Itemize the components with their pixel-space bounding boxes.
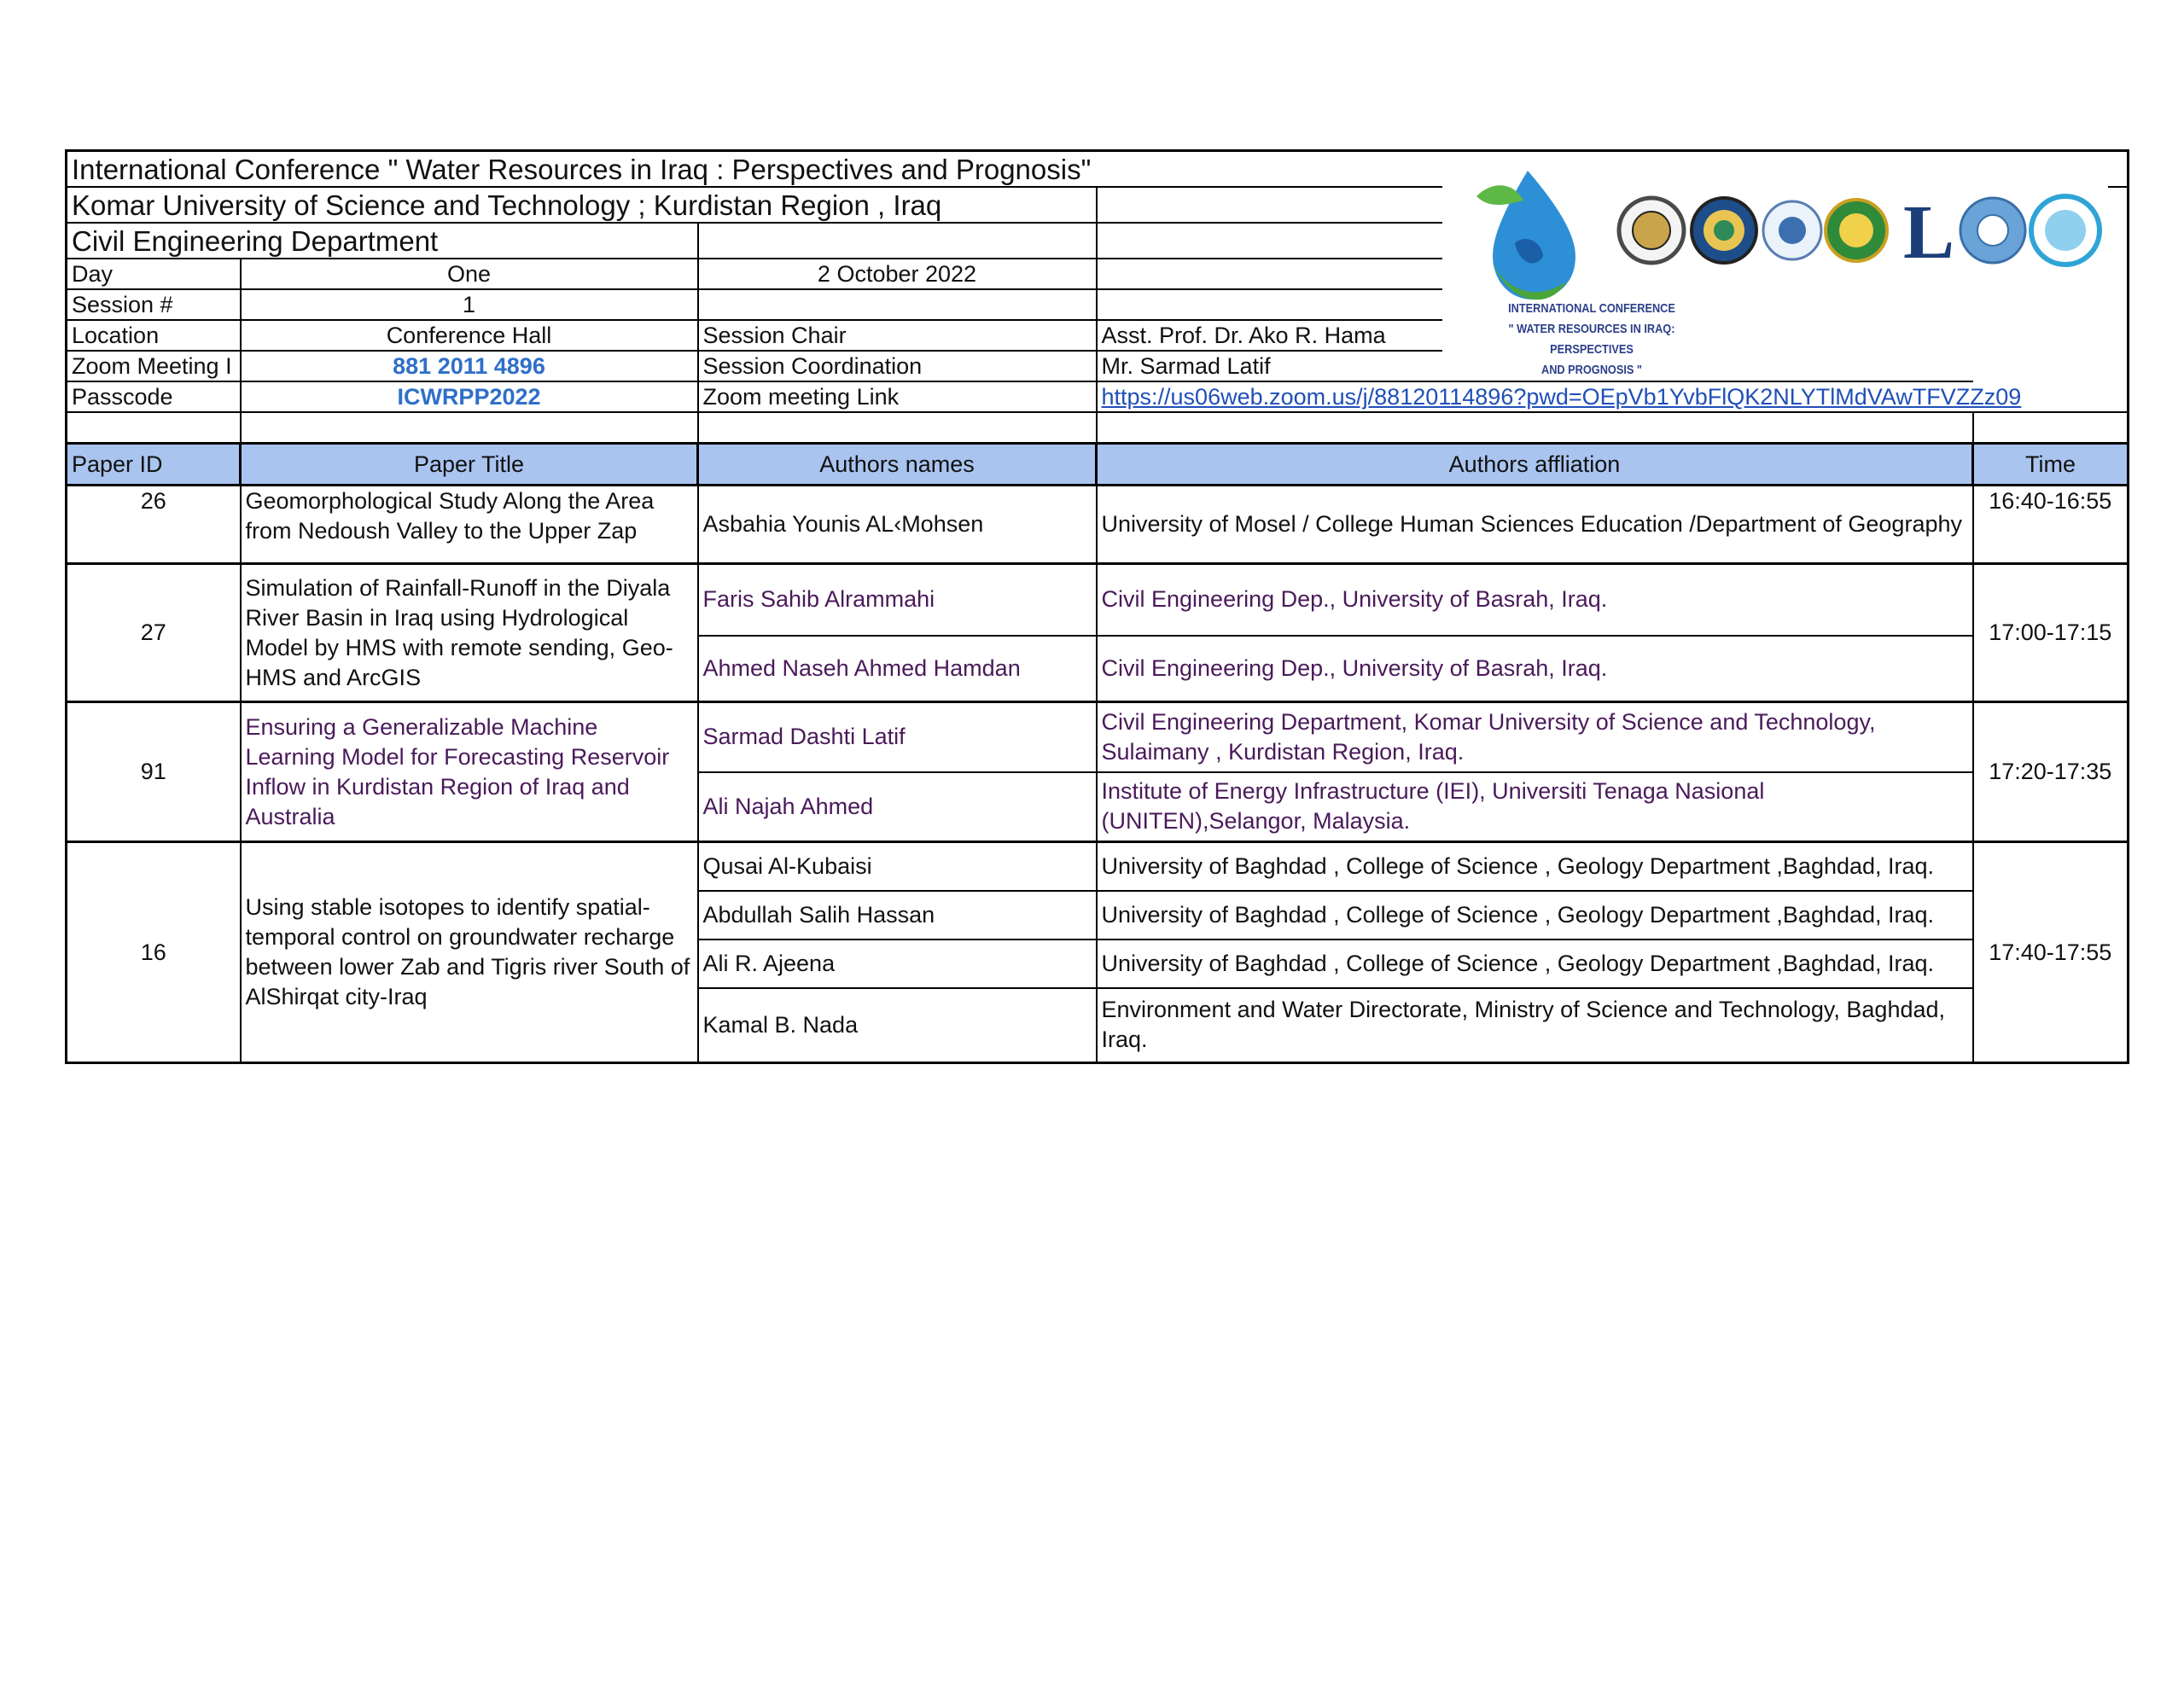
partner-emblem-3 <box>1763 201 1821 259</box>
paper-title: Ensuring a Generalizable Machine Learning Model for Forecasting Reservoir Inflow in Kurdistan Region of Iraq and Australia <box>241 702 698 842</box>
session-coordination-value: Mr. Sarmad Latif <box>1097 351 1973 381</box>
author-name: Ali R. Ajeena <box>698 939 1097 988</box>
author-affiliation: University of Baghdad , College of Science , Geology Department ,Baghdad, Iraq. <box>1097 891 1973 939</box>
author-affiliation: University of Baghdad , College of Science , Geology Department ,Baghdad, Iraq. <box>1097 939 1973 988</box>
conference-drop-logo <box>1476 171 1575 300</box>
author-affiliation: Institute of Energy Infrastructure (IEI), Universiti Tenaga Nasional (UNITEN),Selangor, Malaysia. <box>1097 772 1973 842</box>
session-chair-label: Session Chair <box>698 320 1097 351</box>
paper-id: 26 <box>67 486 241 564</box>
papers-table <box>65 442 2129 1064</box>
paper-time: 17:40-17:55 <box>1973 842 2129 1063</box>
university-name: Komar University of Science and Technology ; Kurdistan Region , Iraq <box>67 187 1097 223</box>
partner-emblem-5 <box>2031 196 2100 265</box>
author-name: Sarmad Dashti Latif <box>698 702 1097 772</box>
col-authors: Authors names <box>698 444 1097 486</box>
logo-caption-line: AND PROGNOSIS " <box>1541 363 1642 377</box>
col-time: Time <box>1973 444 2129 486</box>
col-paper-id: Paper ID <box>67 444 241 486</box>
zoom-meeting-link[interactable]: https://us06web.zoom.us/j/88120114896?pwd=OEpVb1YvbFlQK2NLYTlMdVAwTFVZZz09 <box>1101 383 2022 410</box>
day-value: One <box>241 259 698 289</box>
session-chair-value: Asst. Prof. Dr. Ako R. Hama <box>1097 320 1973 351</box>
passcode-label: Passcode <box>67 381 241 412</box>
un-emblem <box>1960 198 2025 263</box>
letter-l-logo <box>1903 190 1954 275</box>
paper-time: 16:40-16:55 <box>1973 486 2129 564</box>
conference-title: International Conference " Water Resources in Iraq : Perspectives and Prognosis" <box>67 151 2129 188</box>
col-affiliation: Authors affliation <box>1097 444 1973 486</box>
conference-logos <box>1442 162 2108 377</box>
session-date: 2 October 2022 <box>698 259 1097 289</box>
partner-emblem-4 <box>1826 200 1887 261</box>
partner-emblem-1 <box>1619 198 1684 263</box>
author-affiliation: Civil Engineering Dep., University of Basrah, Iraq. <box>1097 564 1973 636</box>
author-name: Faris Sahib Alrammahi <box>698 564 1097 636</box>
passcode-value: ICWRPP2022 <box>241 381 698 412</box>
partner-emblem-2 <box>1692 198 1756 263</box>
session-number-label: Session # <box>67 289 241 320</box>
author-name: Qusai Al-Kubaisi <box>698 842 1097 891</box>
conference-logo-caption <box>1487 299 1698 381</box>
logo-caption-line: " WATER RESOURCES IN IRAQ: PERSPECTIVES <box>1508 322 1675 357</box>
department-name: Civil Engineering Department <box>67 223 698 259</box>
paper-title: Simulation of Rainfall-Runoff in the Diyala River Basin in Iraq using Hydrological Model by HMS with remote sending, Geo-HMS and ArcGIS <box>241 564 698 702</box>
author-name: Ali Najah Ahmed <box>698 772 1097 842</box>
zoom-id-label: Zoom Meeting I <box>67 351 241 381</box>
author-affiliation: Civil Engineering Department, Komar University of Science and Technology, Sulaimany , Kurdistan Region, Iraq. <box>1097 702 1973 772</box>
author-affiliation: University of Baghdad , College of Science , Geology Department ,Baghdad, Iraq. <box>1097 842 1973 891</box>
day-label: Day <box>67 259 241 289</box>
author-name: Abdullah Salih Hassan <box>698 891 1097 939</box>
author-name: Asbahia Younis AL‹Mohsen <box>698 486 1097 564</box>
author-affiliation: Environment and Water Directorate, Ministry of Science and Technology, Baghdad, Iraq. <box>1097 988 1973 1063</box>
paper-id: 27 <box>67 564 241 702</box>
paper-id: 16 <box>67 842 241 1063</box>
location-value: Conference Hall <box>241 320 698 351</box>
session-coordination-label: Session Coordination <box>698 351 1097 381</box>
logo-caption-line: INTERNATIONAL CONFERENCE <box>1508 301 1675 316</box>
location-label: Location <box>67 320 241 351</box>
paper-title: Geomorphological Study Along the Area from Nedoush Valley to the Upper Zap <box>241 486 698 564</box>
session-number-value: 1 <box>241 289 698 320</box>
col-paper-title: Paper Title <box>241 444 698 486</box>
paper-time: 17:00-17:15 <box>1973 564 2129 702</box>
svg-text:L: L <box>1903 190 1955 275</box>
paper-title: Using stable isotopes to identify spatial-temporal control on groundwater recharge between lower Zab and Tigris river South of AlShirqat city-Iraq <box>241 842 698 1063</box>
paper-time: 17:20-17:35 <box>1973 702 2129 842</box>
zoom-id-value: 881 2011 4896 <box>241 351 698 381</box>
author-affiliation: University of Mosel / College Human Sciences Education /Department of Geography <box>1097 486 1973 564</box>
zoom-link-label: Zoom meeting Link <box>698 381 1097 412</box>
paper-id: 91 <box>67 702 241 842</box>
zoom-link-cell <box>1097 381 2129 412</box>
author-name: Ahmed Naseh Ahmed Hamdan <box>698 636 1097 702</box>
author-name: Kamal B. Nada <box>698 988 1097 1063</box>
author-affiliation: Civil Engineering Dep., University of Basrah, Iraq. <box>1097 636 1973 702</box>
